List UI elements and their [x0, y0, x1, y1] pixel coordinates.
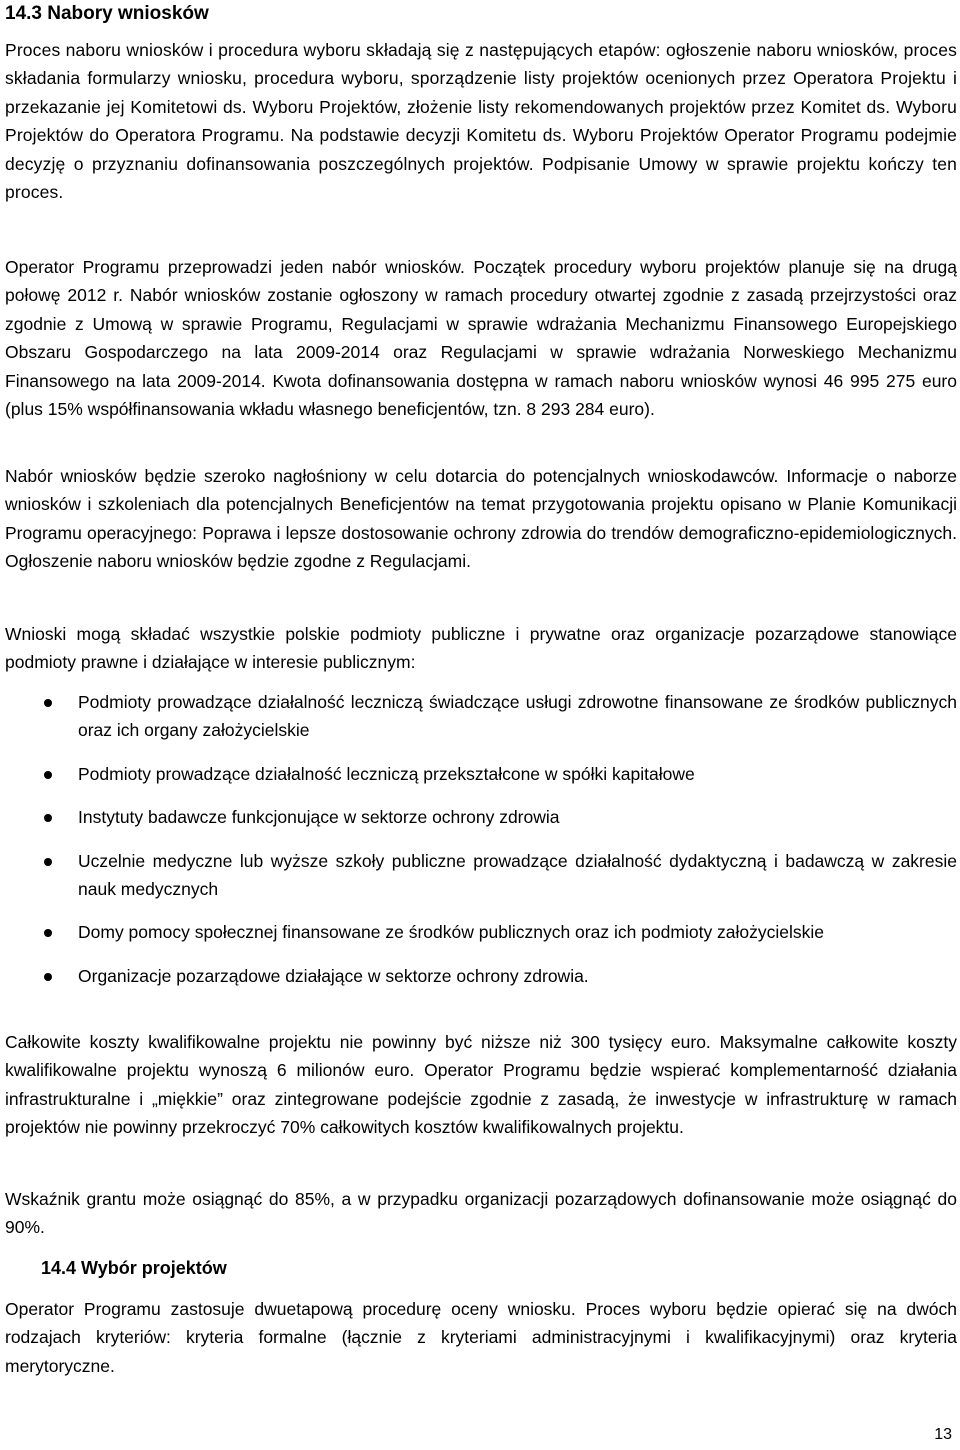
- bullet-icon: [44, 929, 52, 937]
- paragraph-process: Proces naboru wniosków i procedura wyboru składają się z następujących etapów: ogłoszenie naboru wniosków, proces składania formularzy wniosku, procedura wyboru, sporządzenie listy projektów ocenionych przez Operatora Projektu i przekazanie jej Komitetowi ds. Wyboru Projektów, złożenie listy rekomendowanych projektów przez Komitet ds. Wyboru Projektów do Operatora Programu. Na podstawie decyzji Komitetu ds. Wyboru Projektów Operator Programu podejmie decyzję o przyznaniu dofinansowania poszczególnych projektów. Podpisanie Umowy w sprawie projektu kończy ten proces.: [5, 40, 957, 203]
- list-item: Uczelnie medyczne lub wyższe szkoły publiczne prowadzące działalność dydaktyczną i badawczą w zakresie nauk medycznych: [5, 847, 957, 904]
- list-item: Domy pomocy społecznej finansowane ze środków publicznych oraz ich podmioty założycielskie: [5, 918, 957, 946]
- paragraph-call: Operator Programu przeprowadzi jeden nabór wniosków. Początek procedury wyboru projektów planuje się na drugą połowę 2012 r. Nabór wniosków zostanie ogłoszony w ramach procedury otwartej zgodnie z zasadą przejrzystości oraz zgodnie z Umową w sprawie Programu, Regulacjami w sprawie wdrażania Mechanizmu Finansowego Europejskiego Obszaru Gospodarczego na lata 2009-2014 oraz Regulacjami w sprawie wdrażania Norweskiego Mechanizmu Finansowego na lata 2009-2014. Kwota dofinansowania dostępna w ramach naboru wniosków wynosi 46 995 275 euro (plus 15% współfinansowania wkładu własnego beneficjentów, tzn. 8 293 284 euro).: [5, 257, 957, 420]
- bullet-icon: [44, 699, 52, 707]
- paragraph-eligible-applicants: Wnioski mogą składać wszystkie polskie podmioty publiczne i prywatne oraz organizacje pozarządowe stanowiące podmioty prawne i działające w interesie publicznym:: [5, 624, 957, 673]
- section-heading: 14.3 Nabory wniosków: [5, 3, 209, 24]
- page-number: 13: [934, 1426, 952, 1443]
- bullet-icon: [44, 973, 52, 981]
- bullet-icon: [44, 858, 52, 866]
- list-item: Organizacje pozarządowe działające w sektorze ochrony zdrowia.: [5, 962, 957, 990]
- bullet-icon: [44, 771, 52, 779]
- paragraph-selection: Operator Programu zastosuje dwuetapową procedurę oceny wniosku. Proces wyboru będzie opierać się na dwóch rodzajach kryteriów: kryteria formalne (łącznie z kryteriami administracyjnymi i kwalifikacyjnymi) oraz kryteria merytoryczne.: [5, 1299, 957, 1376]
- paragraph-publicity: Nabór wniosków będzie szeroko nagłośniony w celu dotarcia do potencjalnych wnioskodawców. Informacje o naborze wniosków i szkoleniach dla potencjalnych Beneficjentów na temat przygotowania projektu opisano w Planie Komunikacji Programu operacyjnego: Poprawa i lepsze dostosowanie ochrony zdrowia do trendów demograficzno-epidemiologicznych. Ogłoszenie naboru wniosków będzie zgodne z Regulacjami.: [5, 466, 957, 572]
- list-item: Podmioty prowadzące działalność leczniczą świadczące usługi zdrowotne finansowane ze środków publicznych oraz ich organy założycielskie: [5, 688, 957, 745]
- eligible-applicants-list: [5, 688, 957, 1005]
- list-item: Podmioty prowadzące działalność leczniczą przekształcone w spółki kapitałowe: [5, 760, 957, 788]
- list-item: Instytuty badawcze funkcjonujące w sektorze ochrony zdrowia: [5, 803, 957, 831]
- bullet-icon: [44, 814, 52, 822]
- paragraph-costs: Całkowite koszty kwalifikowalne projektu nie powinny być niższe niż 300 tysięcy euro. Maksymalne całkowite koszty kwalifikowalne projektu wynoszą 6 milionów euro. Operator Programu będzie wspierać komplementarność działania infrastrukturalne i „miękkie” oraz zintegrowane podejście zgodnie z zasadą, że inwestycje w infrastrukturę w ramach projektów nie powinny przekroczyć 70% całkowitych kosztów kwalifikowalnych projektu.: [5, 1032, 957, 1138]
- subsection-heading: 14.4 Wybór projektów: [41, 1258, 227, 1278]
- paragraph-grant-rate: Wskaźnik grantu może osiągnąć do 85%, a w przypadku organizacji pozarządowych dofinansowanie może osiągnąć do 90%.: [5, 1189, 957, 1238]
